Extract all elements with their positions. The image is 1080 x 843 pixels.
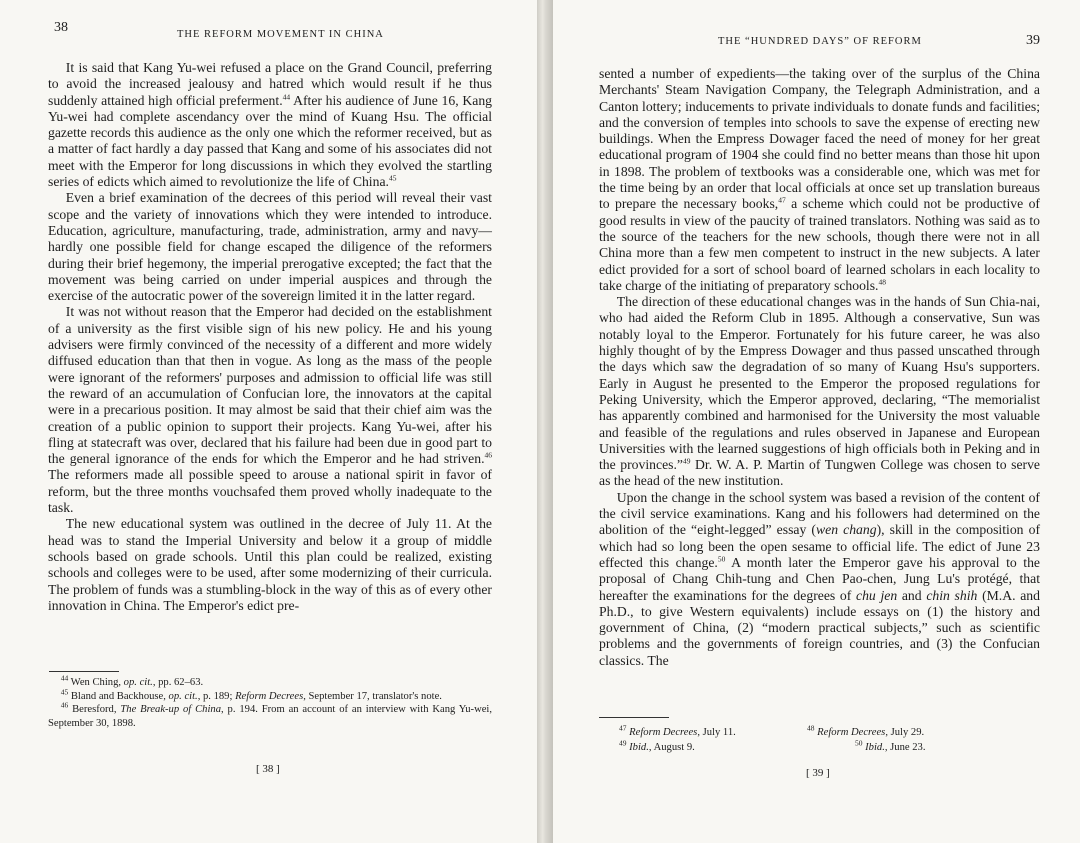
footnote-rule xyxy=(49,671,119,672)
body-text xyxy=(599,66,1040,669)
footnote-marker: 48 xyxy=(807,723,815,733)
page-number: 39 xyxy=(1026,33,1040,48)
text-run: chu jen xyxy=(856,587,898,603)
text-run: , July 29. xyxy=(885,727,925,738)
text-run: , p. 194. From an account of an interview with Kang Yu-wei, September 30, 1898. xyxy=(48,704,493,729)
right-page xyxy=(553,0,1080,843)
text-run: a scheme which could not be productive of good results in view of the paucity of trained translators. Nothing was said as to the source of the teachers for the new schools, though there were not in all China more than a few men competent to instruct in the new subjects. A later edict provided for a sort of school board of learned scholars in each locality to take charge of the initiating of preparatory schools. xyxy=(599,196,1040,293)
footnote-marker: 49 xyxy=(682,456,691,466)
footnote xyxy=(855,738,926,755)
text-run: , pp. 62–63. xyxy=(152,677,204,688)
text-run: Ibid. xyxy=(865,742,885,753)
footnote-marker: 47 xyxy=(778,195,786,205)
footnote-marker: 45 xyxy=(388,173,397,183)
footnote xyxy=(619,723,736,740)
footnotes xyxy=(48,673,493,730)
text-run: op. cit. xyxy=(123,677,153,688)
paragraph xyxy=(599,490,1040,669)
paragraph xyxy=(48,304,492,516)
book-gutter xyxy=(537,0,553,843)
footnote-marker: 45 xyxy=(60,687,69,697)
footnote-marker: 46 xyxy=(484,450,492,460)
text-run: , September 17, translator's note. xyxy=(303,690,442,702)
text-run: It was not without reason that the Emperor had decided on the establishment of a university as the first visible sign of his new policy. He and his young advisers were firmly convinced of the necessity of a different and more widely diffused education than that then in vogue. As long as the mass of the people were ignorant of the reformers' purposes and admission to official life was still the reward of an accumulation of Confucian lore, the innovators at the capital were in a precarious position. It may almost be said that their chief aim was the creation of a public opinion to support their projects. Kang Yu-wei, after his fling at statecraft was over, declared that his failure had been due in good part to the general ignorance of the ends for which the Emperor and he had striven. xyxy=(48,304,492,467)
left-page xyxy=(0,0,537,843)
folio: [ 39 ] xyxy=(806,767,830,779)
text-run: chin shih xyxy=(926,587,978,603)
text-run: , July 11. xyxy=(697,727,736,738)
running-head: THE “HUNDRED DAYS” OF REFORM xyxy=(718,36,922,47)
text-run: The Break-up of China xyxy=(120,704,222,716)
body-text xyxy=(48,60,492,614)
paragraph xyxy=(599,294,1040,490)
text-run: Upon the change in the school system was based a revision of the content of the civil service examinations. Kang and his followers had determined on the abolition of the “eight-legged” essay ( xyxy=(599,489,1040,538)
folio: [ 38 ] xyxy=(256,763,280,775)
text-run: The reformers made all possible speed to arouse a national spirit in favor of reform, but the three months vouchsafed them proved wholly inadequate to the task. xyxy=(48,467,492,516)
text-run: Ibid. xyxy=(629,742,649,753)
text-run: Even a brief examination of the decrees of this period will reveal their vast scope and the variety of innovations which they were intended to introduce. Education, agriculture, manufacturing, trade, administration, army and navy—hardly one possible field for change escaped the diligence of the reformers during their brief hegemony, the imperial prerogative excepted; the fact that the movement was being carried on under imperial auspices and through the exercise of the autocratic power of the sovereign limited it in the latter regard. xyxy=(48,190,492,304)
text-run: and xyxy=(897,587,927,603)
text-run: It is said that Kang Yu-wei refused a place on the Grand Council, preferring to avoid the increased jealousy and hatred which would result if he thus suddenly attained high official preferment. xyxy=(48,60,492,108)
footnote-marker: 46 xyxy=(60,700,69,710)
footnote xyxy=(48,700,493,730)
footnote-marker: 50 xyxy=(717,554,726,564)
footnote xyxy=(619,738,695,755)
footnote-marker: 47 xyxy=(619,723,627,733)
text-run: Reform Decrees xyxy=(629,727,698,738)
text-run: , August 9. xyxy=(648,742,695,753)
text-run: Dr. W. A. P. Martin of Tungwen College was chosen to serve as the head of the new institution. xyxy=(599,457,1040,489)
text-run: Reform Decrees xyxy=(817,727,886,738)
running-head: THE REFORM MOVEMENT IN CHINA xyxy=(177,29,384,40)
footnote-marker: 44 xyxy=(282,92,291,102)
footnote xyxy=(48,687,492,704)
text-run: op. cit. xyxy=(168,690,198,702)
text-run: Beresford, xyxy=(68,704,121,716)
text-run: (M.A. and Ph.D., to give Western equivalents) include essays on (1) the history and government of China, (2) “modern practical subjects,” such as scientific problems and the governments of foreign countries, and (3) the Confucian classics. The xyxy=(599,587,1040,668)
footnote xyxy=(48,673,492,690)
footnote xyxy=(807,723,925,740)
paragraph xyxy=(48,516,492,614)
text-run: After his audience of June 16, Kang Yu-wei had complete ascendancy over the mind of Kuang Hsu. The official gazette records this audience as the only one which the reformer received, but as a matter of fact hardly a day passed that Kang and some of his associates did not meet with the Emperor for long discussions in which they evolved the startling series of edicts which aimed to revolutionize the life of China. xyxy=(48,92,493,190)
text-run: sented a number of expedients—the taking over of the surplus of the China Merchants' Steam Navigation Company, the Telegraph Administration, and a Canton lottery; inducements to private individuals to donate funds and facilities; and the conversion of temples into schools to save the expense of erecting new buildings. When the Empress Dowager faced the need of money for her great educational program of 1904 she could find no better means than those hit upon in 1898. The problem of textbooks was a considerable one, which was met for the time being by an order that local officials at once set up translation bureaus to prepare the necessary books, xyxy=(599,66,1040,212)
text-run: The direction of these educational changes was in the hands of Sun Chia-nai, who had aided the Reform Club in 1895. Although a conservative, Sun was notably loyal to the Emperor. Fortunately for his future career, he was also highly thought of by the Empress Dowager and thus passed unscathed through the days which saw the degradation of so many of Kuang Hsu's supporters. Early in August he presented to the Emperor the proposed regulations for Peking University, which the Emperor approved, declaring, “The memorialist has apparently combined and harmonised for the University the most valuable and feasible of the regulations and rules observed in Japanese and European Universities with the learned suggestions of high officials both in Peking and in the provinces.” xyxy=(599,294,1040,473)
text-run: wen chang xyxy=(815,522,877,538)
paragraph xyxy=(599,66,1040,294)
footnote-marker: 48 xyxy=(878,277,886,287)
paragraph xyxy=(48,190,492,304)
text-run: Bland and Backhouse, xyxy=(68,690,169,702)
text-run: ), skill in the composition of which had so long been the open sesame to official life. The edict of June 23 effected this change. xyxy=(599,522,1041,570)
text-run: The new educational system was outlined in the decree of July 11. At the head was to stand the Imperial University and below it a group of middle schools based on grade schools. Until this plan could be realized, existing schools and colleges were to be used, after some modernizing of their curricula. The problem of funds was a stumbling-block in the way of this as of every other innovation in China. The Emperor's edict pre- xyxy=(48,516,492,613)
text-run: A month later the Emperor gave his approval to the proposal of Chang Chih-tung and Chen Pao-chen, Jung Lu's protégé, that hereafter the examinations for the degrees of xyxy=(599,554,1040,603)
footnote-marker: 44 xyxy=(60,673,69,683)
text-run: Wen Ching, xyxy=(68,677,124,688)
footnote-rule xyxy=(599,717,669,718)
text-run: , p. 189; xyxy=(197,690,236,702)
paragraph xyxy=(48,60,492,190)
footnotes xyxy=(619,723,1049,756)
text-run: Reform Decrees xyxy=(235,690,304,702)
footnote-marker: 50 xyxy=(855,738,863,748)
footnote-marker: 49 xyxy=(619,738,627,748)
text-run: , June 23. xyxy=(884,742,926,753)
page-number: 38 xyxy=(54,20,68,35)
